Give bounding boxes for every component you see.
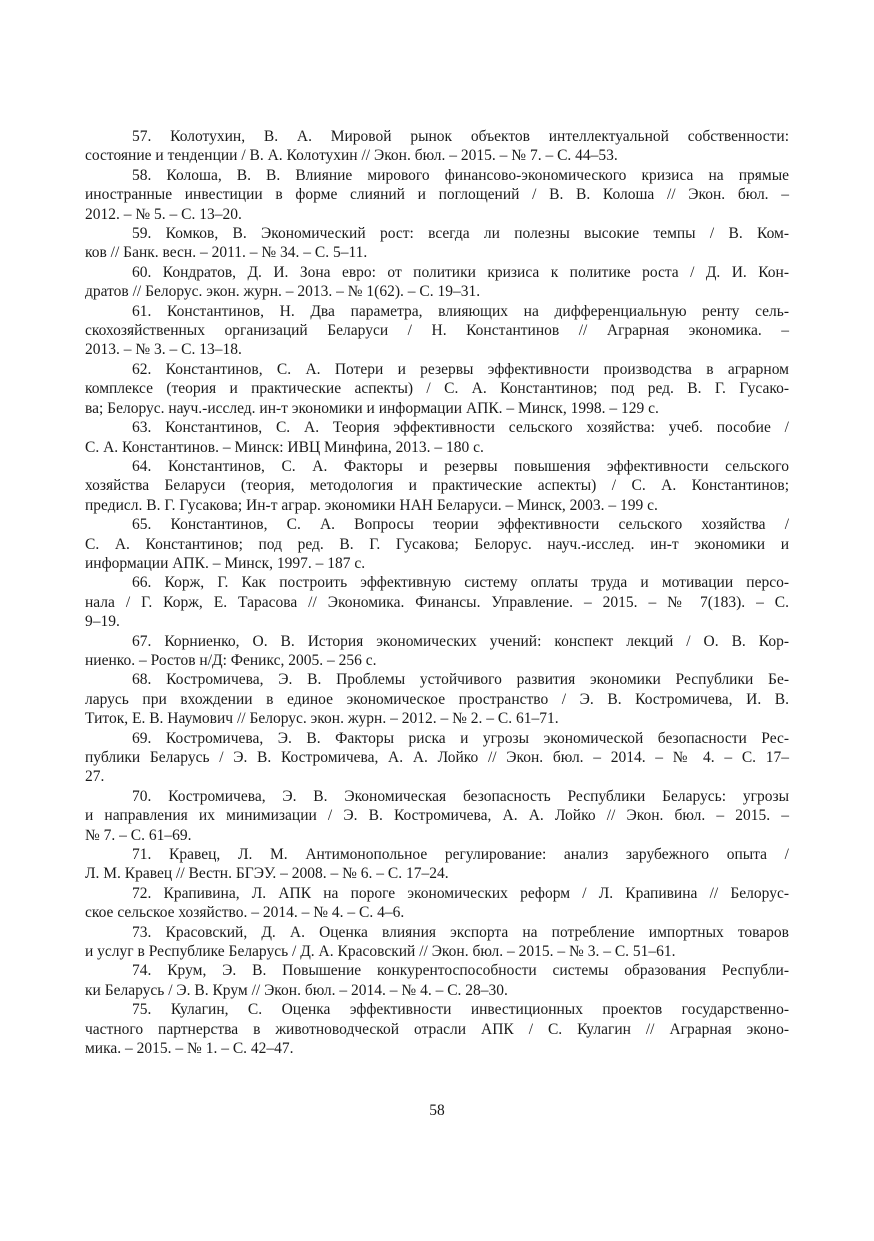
reference-line: 59. Комков, В. Экономический рост: всегда ли полезны высокие темпы / В. Ком- (132, 225, 789, 243)
reference-item (85, 729, 789, 787)
reference-list (85, 127, 789, 1059)
reference-line: 64. Константинов, С. А. Факторы и резервы повышения эффективности сельского (132, 457, 789, 475)
reference-line: 58. Колоша, В. В. Влияние мирового финансово-экономического кризиса на прямые (132, 166, 789, 184)
reference-line: дратов // Белорус. экон. журн. – 2013. – № 1(62). – С. 19–31. (85, 283, 481, 301)
reference-line: частного партнерства в животноводческой отрасли АПК / С. Кулагин // Аграрная эконо- (85, 1020, 789, 1038)
reference-line: 74. Крум, Э. В. Повышение конкурентоспособности системы образования Республи- (132, 962, 789, 980)
reference-item (85, 457, 789, 515)
reference-line: 2012. – № 5. – С. 13–20. (85, 205, 242, 223)
reference-line: мика. – 2015. – № 1. – С. 42–47. (85, 1040, 294, 1058)
reference-line: Титок, Е. В. Наумович // Белорус. экон. журн. – 2012. – № 2. – С. 61–71. (85, 710, 559, 728)
reference-line: 71. Кравец, Л. М. Антимонопольное регулирование: анализ зарубежного опыта / (132, 846, 789, 864)
reference-line: 75. Кулагин, С. Оценка эффективности инвестиционных проектов государственно- (132, 1001, 789, 1019)
reference-line: предисл. В. Г. Гусакова; Ин-т аграр. экономики НАН Беларуси. – Минск, 2003. – 199 с. (85, 496, 658, 514)
reference-item (85, 845, 789, 884)
reference-line: 57. Колотухин, В. А. Мировой рынок объектов интеллектуальной собственности: (132, 128, 789, 145)
reference-line: ское сельское хозяйство. – 2014. – № 4. – С. 4–6. (85, 904, 405, 922)
reference-line: 63. Константинов, С. А. Теория эффективности сельского хозяйства: учеб. пособие / (132, 419, 789, 437)
reference-item (85, 884, 789, 923)
reference-line: иностранные инвестиции в форме слияний и поглощений / В. В. Колоша // Экон. бюл. – (85, 186, 789, 204)
reference-item (85, 127, 789, 166)
reference-line: ков // Банк. весн. – 2011. – № 34. – С. 5–11. (85, 244, 368, 262)
reference-line: информации АПК. – Минск, 1997. – 187 с. (85, 554, 366, 572)
reference-item (85, 418, 789, 457)
reference-line: 67. Корниенко, О. В. История экономических учений: конспект лекций / О. В. Кор- (132, 632, 789, 650)
reference-item (85, 302, 789, 360)
reference-item (85, 573, 789, 631)
reference-line: 27. (85, 768, 105, 786)
reference-line: публики Беларусь / Э. В. Костромичева, А. А. Лойко // Экон. бюл. – 2014. – № 4. – С. 17– (85, 749, 789, 766)
reference-line: 62. Константинов, С. А. Потери и резервы эффективности производства в аграрном (132, 360, 789, 378)
reference-line: 61. Константинов, Н. Два параметра, влияющих на дифференциальную ренту сель- (132, 302, 789, 320)
reference-line: 66. Корж, Г. Как построить эффективную систему оплаты труда и мотивации персо- (132, 574, 789, 592)
reference-item (85, 224, 789, 263)
reference-item (85, 787, 789, 845)
reference-line: комплексе (теория и практические аспекты) / С. А. Константинов; под ред. В. Г. Гусако- (85, 380, 789, 398)
reference-item (85, 632, 789, 671)
reference-item (85, 515, 789, 573)
reference-line: ва; Белорус. науч.-исслед. ин-т экономики и информации АПК. – Минск, 1998. – 129 с. (85, 399, 659, 417)
reference-line: и направления их минимизации / Э. В. Костромичева, А. А. Лойко // Экон. бюл. – 2015. – (85, 807, 789, 825)
reference-line: ларусь при вхождении в единое экономическое пространство / Э. В. Костромичева, И. В. (85, 690, 789, 708)
reference-item (85, 923, 789, 962)
reference-line: 68. Костромичева, Э. В. Проблемы устойчивого развития экономики Республики Бе- (132, 671, 789, 689)
reference-item (85, 263, 789, 302)
reference-line: № 7. – С. 61–69. (85, 826, 192, 844)
reference-line: 70. Костромичева, Э. В. Экономическая безопасность Республики Беларусь: угрозы (132, 787, 789, 805)
reference-item (85, 360, 789, 418)
reference-line: 69. Костромичева, Э. В. Факторы риска и угрозы экономической безопасности Рес- (132, 729, 789, 747)
reference-line: ниенко. – Ростов н/Д: Феникс, 2005. – 256 с. (85, 651, 377, 669)
reference-item (85, 1000, 789, 1058)
reference-line: 9–19. (85, 613, 120, 631)
reference-line: состояние и тенденции / В. А. Колотухин // Экон. бюл. – 2015. – № 7. – С. 44–53. (85, 147, 618, 165)
reference-line: С. А. Константинов. – Минск: ИВЦ Минфина, 2013. – 180 с. (85, 438, 484, 456)
reference-line: Л. М. Кравец // Вестн. БГЭУ. – 2008. – № 6. – С. 17–24. (85, 865, 449, 883)
reference-line: нала / Г. Корж, Е. Тарасова // Экономика. Финансы. Управление. – 2015. – № 7(183). – С. (85, 593, 789, 611)
page-number: 58 (429, 1102, 445, 1119)
reference-line: скохозяйственных организаций Беларуси / Н. Константинов // Аграрная экономика. – (85, 322, 789, 340)
reference-line: 72. Крапивина, Л. АПК на пороге экономических реформ / Л. Крапивина // Белорус- (132, 884, 789, 902)
reference-line: 65. Константинов, С. А. Вопросы теории эффективности сельского хозяйства / (132, 516, 789, 534)
reference-line: 73. Красовский, Д. А. Оценка влияния экспорта на потребление импортных товаров (132, 923, 789, 941)
reference-line: 60. Кондратов, Д. И. Зона евро: от политики кризиса к политике роста / Д. И. Кон- (132, 263, 789, 281)
reference-line: 2013. – № 3. – С. 13–18. (85, 341, 242, 359)
reference-line: С. А. Константинов; под ред. В. Г. Гусакова; Белорус. науч.-исслед. ин-т экономики и (85, 535, 789, 553)
reference-item (85, 670, 789, 728)
reference-line: и услуг в Республике Беларусь / Д. А. Красовский // Экон. бюл. – 2015. – № 3. – С. 51–61. (85, 943, 676, 961)
reference-line: ки Беларусь / Э. В. Крум // Экон. бюл. – 2014. – № 4. – С. 28–30. (85, 981, 508, 999)
reference-line: хозяйства Беларуси (теория, методология и практические аспекты) / С. А. Константинов; (85, 477, 789, 495)
reference-item (85, 961, 789, 1000)
reference-item (85, 166, 789, 224)
